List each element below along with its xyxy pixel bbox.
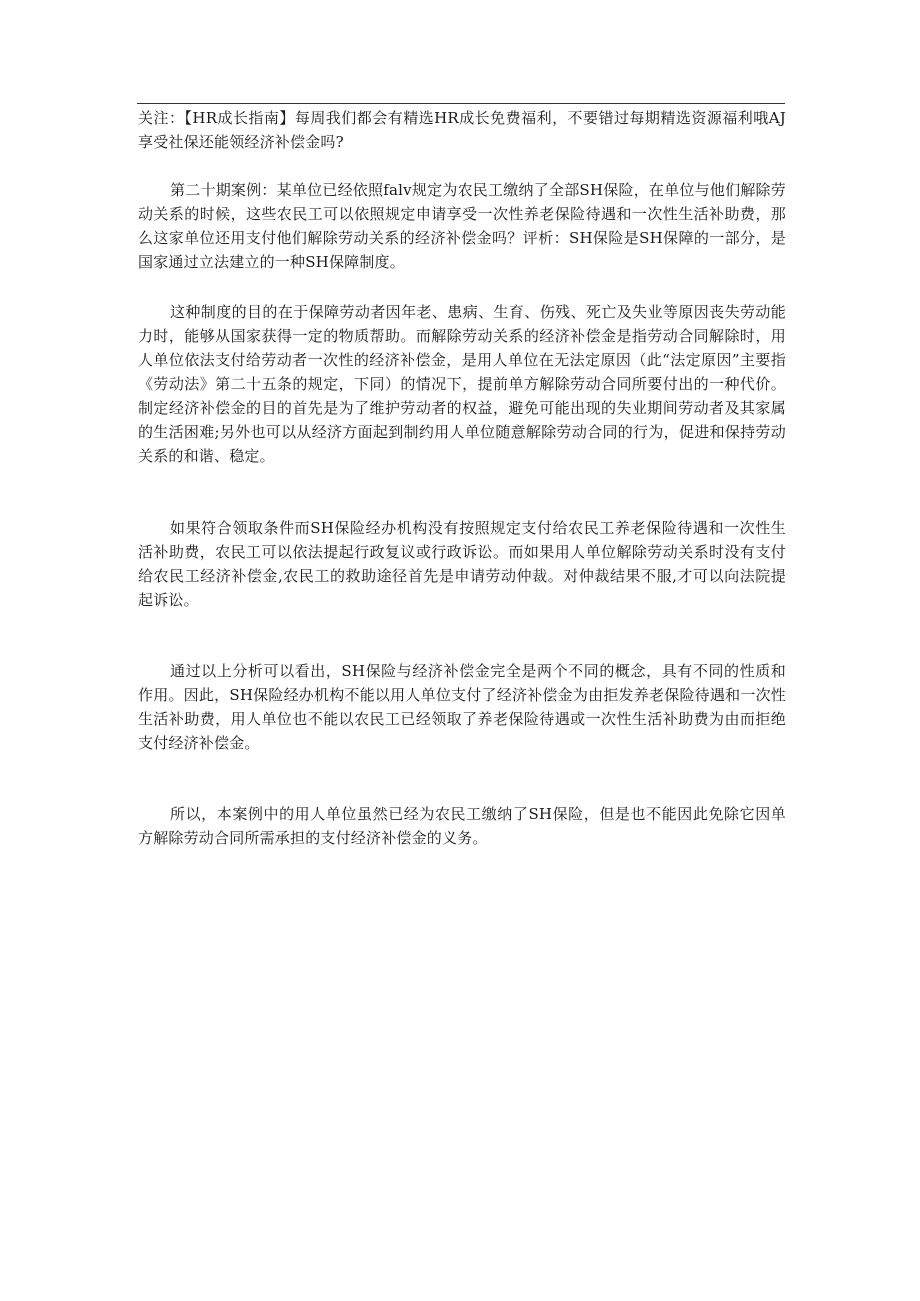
paragraph-remedies: 如果符合领取条件而SH保险经办机构没有按照规定支付给农民工养老保险待遇和一次性生活补助费，农民工可以依法提起行政复议或行政诉讼。而如果用人单位解除劳动关系时没有支付给农民工经济补偿金,农民工的救助途径首先是申请劳动仲裁。对仲裁结果不服,才可以向法院提起诉讼。 (138, 519, 786, 609)
document-body (138, 106, 786, 850)
paragraph-case-intro: 第二十期案例：某单位已经依照falv规定为农民工缴纳了全部SH保险，在单位与他们解除劳动关系的时候，这些农民工可以依照规定申请享受一次性养老保险待遇和一次性生活补助费，那么这家单位还用支付他们解除劳动关系的经济补偿金吗？评析：SH保险是SH保障的一部分，是国家通过立法建立的一种SH保障制度。 (138, 181, 786, 271)
paragraph-system-purpose: 这种制度的目的在于保障劳动者因年老、患病、生育、伤残、死亡及失业等原因丧失劳动能力时，能够从国家获得一定的物质帮助。而解除劳动关系的经济补偿金是指劳动合同解除时，用人单位依法支付给劳动者一次性的经济补偿金，是用人单位在无法定原因（此“法定原因”主要指《劳动法》第二十五条的规定，下同）的情况下，提前单方解除劳动合同所要付出的一种代价。制定经济补偿金的目的首先是为了维护劳动者的权益，避免可能出现的失业期间劳动者及其家属的生活困难;另外也可以从经济方面起到制约用人单位随意解除劳动合同的行为，促进和保持劳动关系的和谐、稳定。 (138, 303, 786, 465)
header-rule (137, 103, 785, 104)
paragraph-analysis: 通过以上分析可以看出，SH保险与经济补偿金完全是两个不同的概念，具有不同的性质和作用。因此，SH保险经办机构不能以用人单位支付了经济补偿金为由拒发养老保险待遇和一次性生活补助费，用人单位也不能以农民工已经领取了养老保险待遇或一次性生活补助费为由而拒绝支付经济补偿金。 (138, 662, 786, 752)
header-line: 关注：【HR成长指南】每周我们都会有精选HR成长免费福利，不要错过每期精选资源福利哦AJ享受社保还能领经济补偿金吗? (138, 109, 786, 151)
paragraph-conclusion: 所以，本案例中的用人单位虽然已经为农民工缴纳了SH保险，但是也不能因此免除它因单方解除劳动合同所需承担的支付经济补偿金的义务。 (138, 805, 786, 847)
